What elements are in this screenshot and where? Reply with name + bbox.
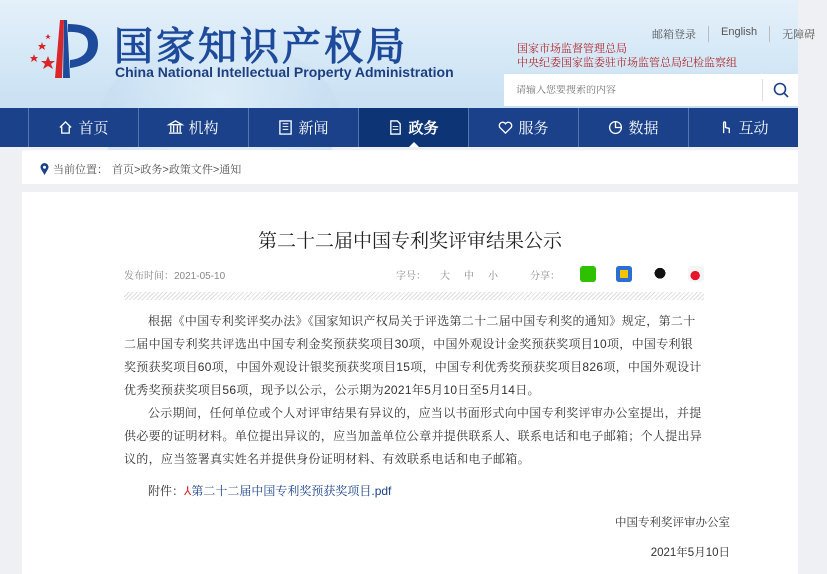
nav-service[interactable] xyxy=(468,108,578,147)
nav-data[interactable] xyxy=(578,108,688,147)
hand-icon xyxy=(718,120,733,135)
location-pin-icon xyxy=(40,163,49,175)
font-small-button[interactable]: 小 xyxy=(488,270,498,282)
share-label: 分享： xyxy=(530,270,560,282)
nav-label: 数据 xyxy=(628,120,659,137)
sign-date: 2021年5月10日 xyxy=(650,547,730,559)
qq-icon[interactable] xyxy=(652,266,668,282)
article-title: 第二十二届中国专利奖评审结果公示 xyxy=(257,231,562,252)
news-icon xyxy=(278,120,293,135)
divider xyxy=(22,184,798,192)
search-input[interactable] xyxy=(504,85,762,96)
paragraph-2: 公示期间，任何单位或个人对评审结果有异议的，应当以书面形式向中国专利奖评审办公室提出，并提供必要的证明材料。单位提出异议的，应当加盖单位公章并提供联系人、联系电话和电子邮箱；个人提出异议的，应当签署真实姓名并提供身份证明材料、有效联系电话和电子邮箱。 xyxy=(124,406,703,466)
nav-news[interactable] xyxy=(248,108,358,147)
article-meta xyxy=(124,266,704,282)
heart-icon xyxy=(498,120,513,135)
breadcrumb-label: 当前位置： xyxy=(53,164,108,176)
attachment-label: 附件： xyxy=(148,484,185,498)
dashed-divider xyxy=(124,292,704,300)
mail-login-link[interactable]: 邮箱登录 xyxy=(652,29,696,41)
publish-date: 发布时间：2021-05-10 xyxy=(124,270,226,282)
site-name-en: China National Intellectual Property Administration xyxy=(115,64,454,80)
nav-label: 互动 xyxy=(738,120,769,137)
discipline-group-link[interactable]: 中央纪委国家监委驻市场监管总局纪检监察组 xyxy=(517,57,737,69)
cnipa-logo-icon[interactable] xyxy=(26,18,106,84)
breadcrumb-path[interactable]: 首页>政务>政策文件>通知 xyxy=(112,164,242,176)
pie-chart-icon xyxy=(608,120,623,135)
search-icon xyxy=(773,82,789,98)
font-size-label: 字号： xyxy=(396,270,426,282)
wechat-icon[interactable] xyxy=(580,266,596,282)
nav-label: 首页 xyxy=(78,120,109,137)
org-links xyxy=(517,42,737,70)
nav-label: 服务 xyxy=(518,120,549,137)
weibo-icon[interactable] xyxy=(688,266,704,282)
signature: 中国专利奖评审办公室 xyxy=(615,517,730,529)
institution-icon xyxy=(168,120,183,135)
search-box xyxy=(504,74,798,106)
accessibility-link[interactable]: 无障碍 xyxy=(769,26,827,42)
content-card xyxy=(22,150,798,574)
site-name-cn: 国家知识产权局 xyxy=(114,26,409,69)
pdf-icon: ⅄ xyxy=(184,484,192,498)
share-controls xyxy=(530,266,704,282)
header xyxy=(0,0,816,108)
attachment-link[interactable]: 第二十二届中国专利奖预获奖项目.pdf xyxy=(191,484,392,498)
nav-label: 机构 xyxy=(188,120,219,137)
attachment xyxy=(148,482,391,499)
font-size-controls xyxy=(396,267,498,282)
nav-label: 新闻 xyxy=(298,120,329,137)
top-links xyxy=(640,26,827,42)
english-link[interactable]: English xyxy=(708,26,769,42)
samr-link[interactable]: 国家市场监督管理总局 xyxy=(517,43,627,55)
font-large-button[interactable]: 大 xyxy=(440,270,450,282)
main-nav xyxy=(0,108,798,147)
nav-home[interactable] xyxy=(28,108,138,147)
home-icon xyxy=(58,120,73,135)
nav-interaction[interactable] xyxy=(688,108,798,147)
document-icon xyxy=(388,120,403,135)
nav-institution[interactable] xyxy=(138,108,248,147)
paragraph-1: 根据《中国专利奖评奖办法》《国家知识产权局关于评选第二十二届中国专利奖的通知》规定，第二十二届中国专利奖共评选出中国专利金奖预获奖项目30项，中国外观设计金奖预获奖项目10项，中国专利银奖预获奖项目60项，中国外观设计银奖预获奖项目15项，中国专利优秀奖预获奖项目826项，中国外观设计优秀奖预获奖项目56项，现予以公示，公示期为2021年5月10日至5月14日。 xyxy=(124,314,702,397)
search-button[interactable] xyxy=(762,79,798,101)
nav-government[interactable] xyxy=(358,108,468,147)
nav-label: 政务 xyxy=(408,120,439,137)
qzone-icon[interactable] xyxy=(616,266,632,282)
font-medium-button[interactable]: 中 xyxy=(464,270,474,282)
breadcrumb xyxy=(40,161,241,177)
